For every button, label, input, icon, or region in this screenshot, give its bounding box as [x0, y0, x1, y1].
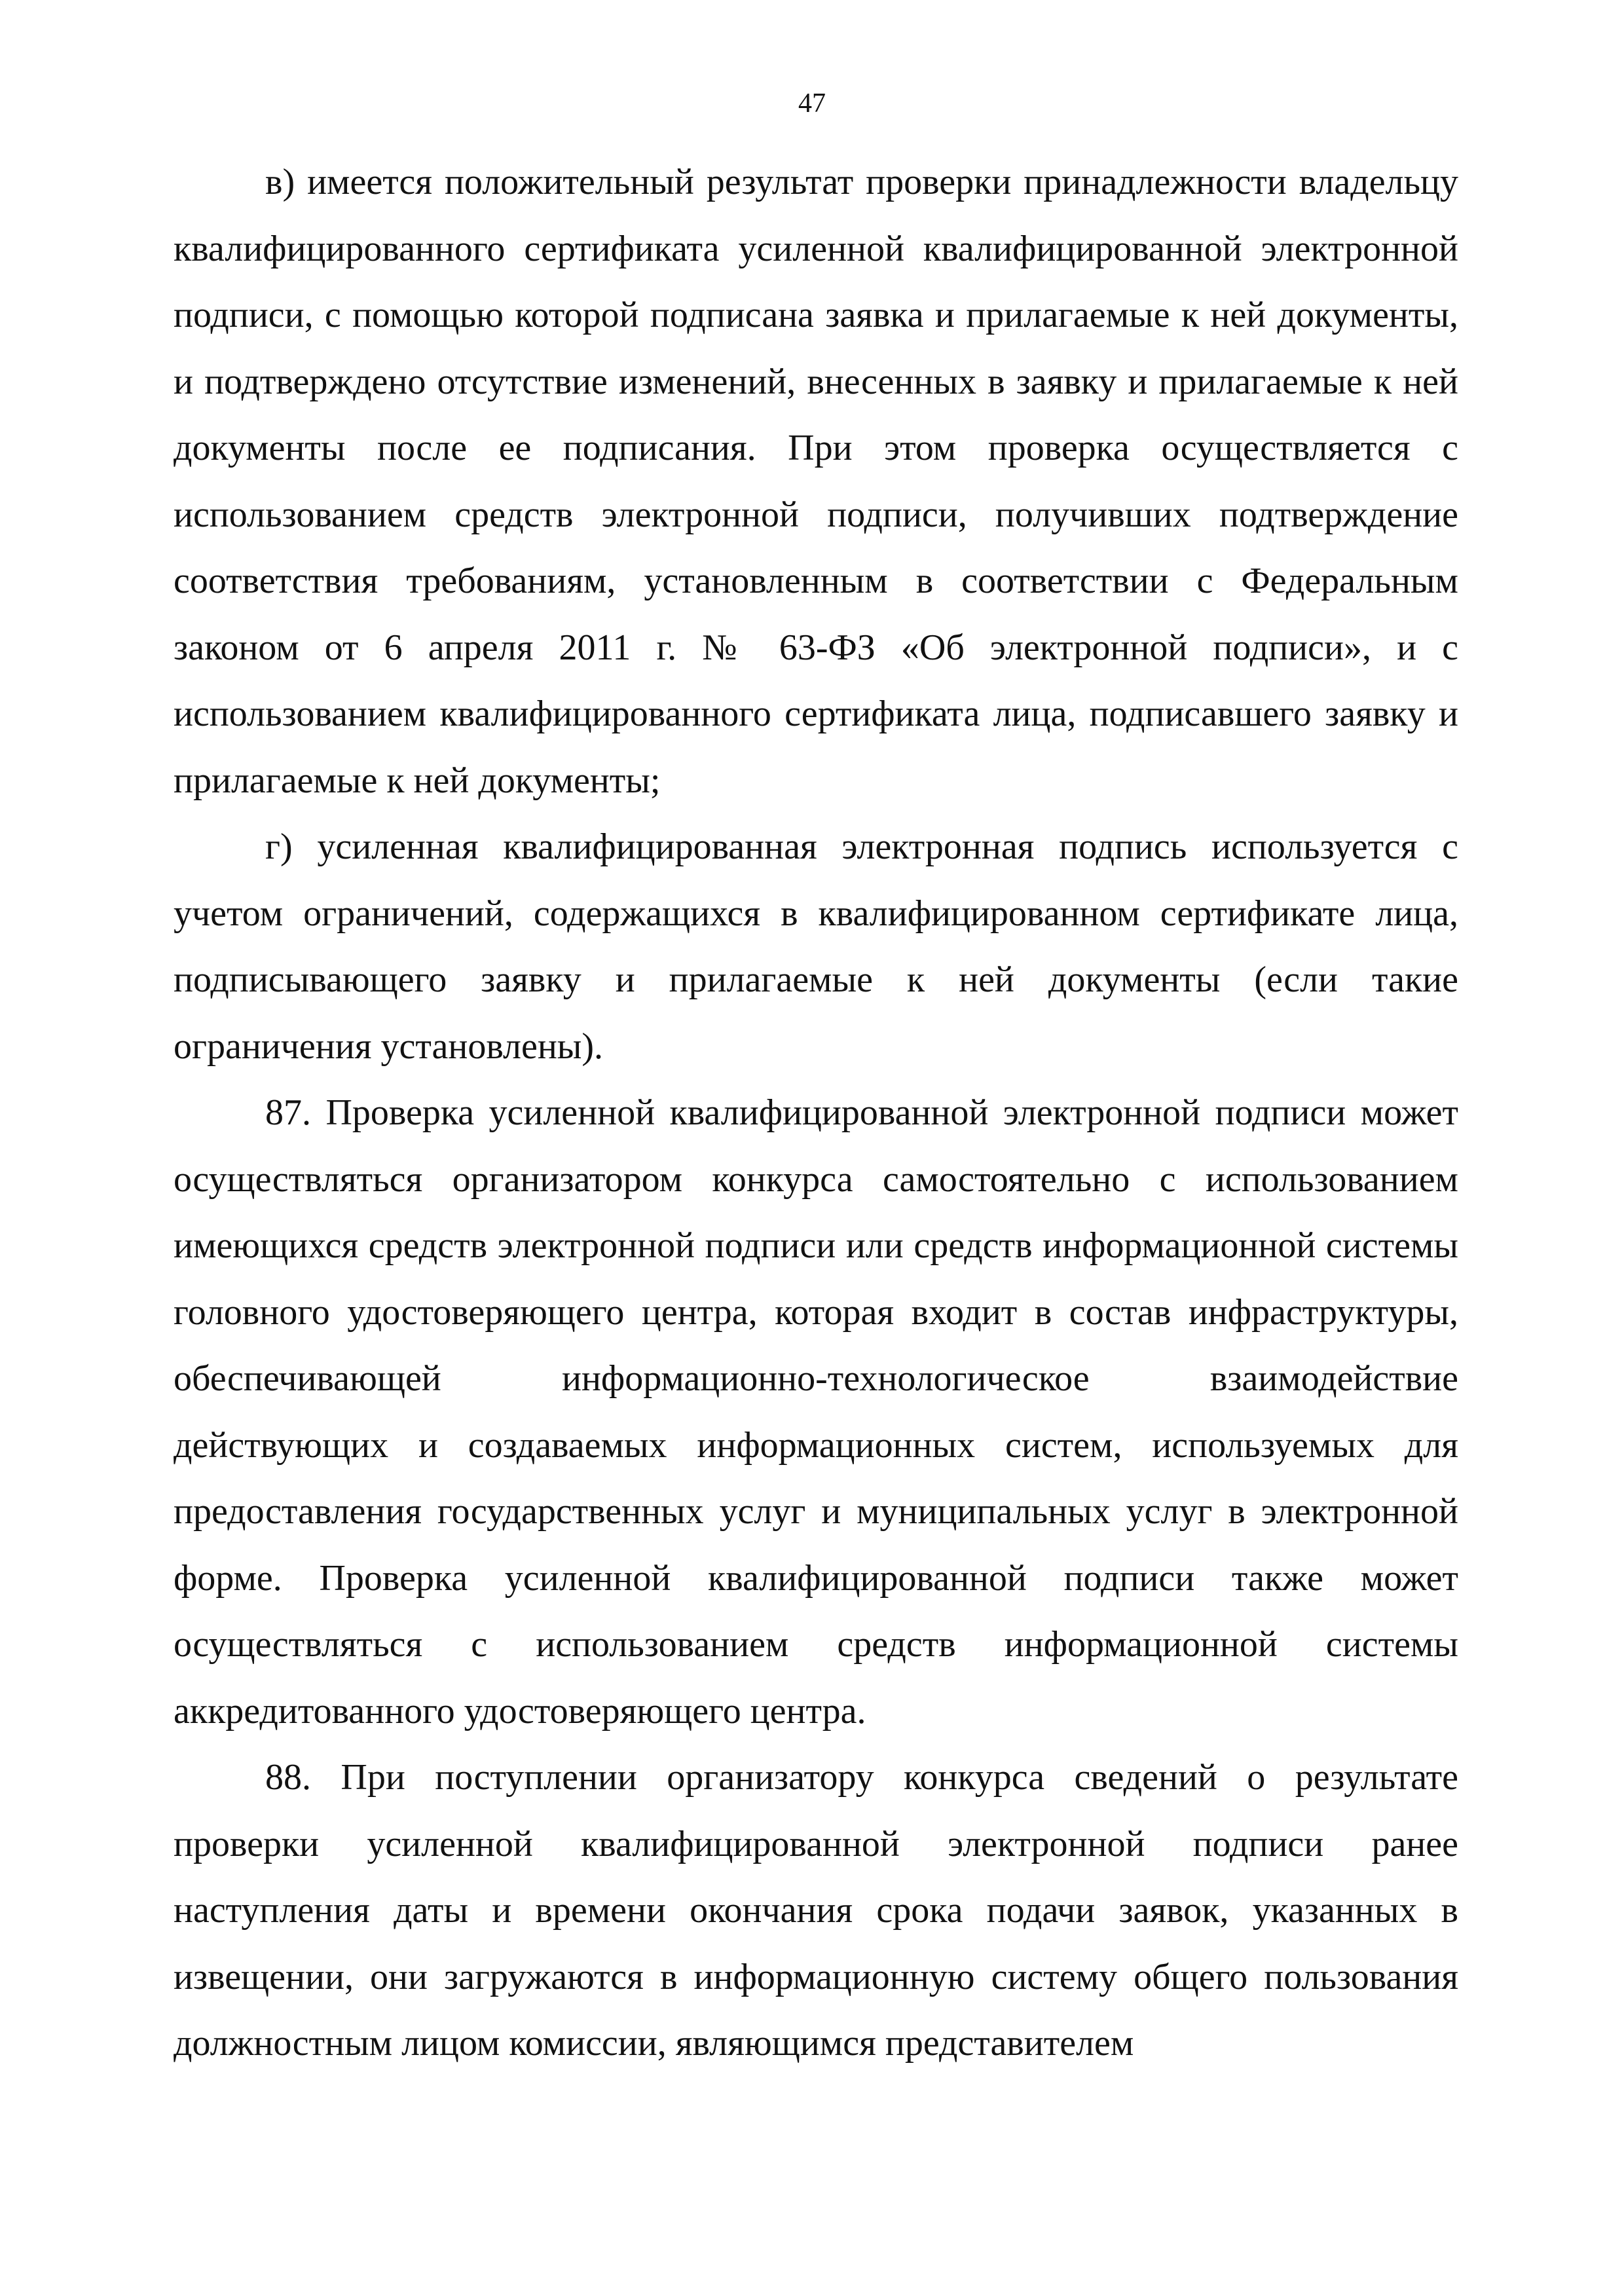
page-number: 47 [798, 88, 826, 119]
paragraph-g: г) усиленная квалифицированная электронная подпись используется с учетом ограничений, содержащихся в квалифицированном сертификате лица, подписывающего заявку и прилагаемые к ней документы (если такие ограничения установлены). [174, 826, 1458, 1067]
paragraph-88: 88. При поступлении организатору конкурса сведений о результате проверки усиленной квалифицированной электронной подписи ранее наступления даты и времени окончания срока подачи заявок, указанных в извещении, они загружаются в информационную систему общего пользования должностным лицом комиссии, являющимся представителем [174, 1757, 1458, 2064]
paragraph-87: 87. Проверка усиленной квалифицированной электронной подписи может осуществляться организатором конкурса самостоятельно с использованием имеющихся средств электронной подписи или средств информационной системы головного удостоверяющего центра, которая входит в состав инфраструктуры, обеспечивающей информационно-технологическое взаимодействие действующих и создаваемых информационных систем, используемых для предоставления государственных услуг и муниципальных услуг в электронной форме. Проверка усиленной квалифицированной подписи также может осуществляться с использованием средств информационной системы аккредитованного удостоверяющего центра. [174, 1092, 1458, 1731]
paragraph-v: в) имеется положительный результат проверки принадлежности владельцу квалифицированного сертификата усиленной квалифицированной электронной подписи, с помощью которой подписана заявка и прилагаемые к ней документы, и подтверждено отсутствие изменений, внесенных в заявку и прилагаемые к ней документы после ее подписания. При этом проверка осуществляется с использованием средств электронной подписи, получивших подтверждение соответствия требованиям, установленным в соответствии с Федеральным законом от 6 апреля 2011 г. № 63-ФЗ «Об электронной подписи», и с использованием квалифицированного сертификата лица, подписавшего заявку и прилагаемые к ней документы; [174, 162, 1458, 801]
document-body [174, 149, 1458, 2077]
